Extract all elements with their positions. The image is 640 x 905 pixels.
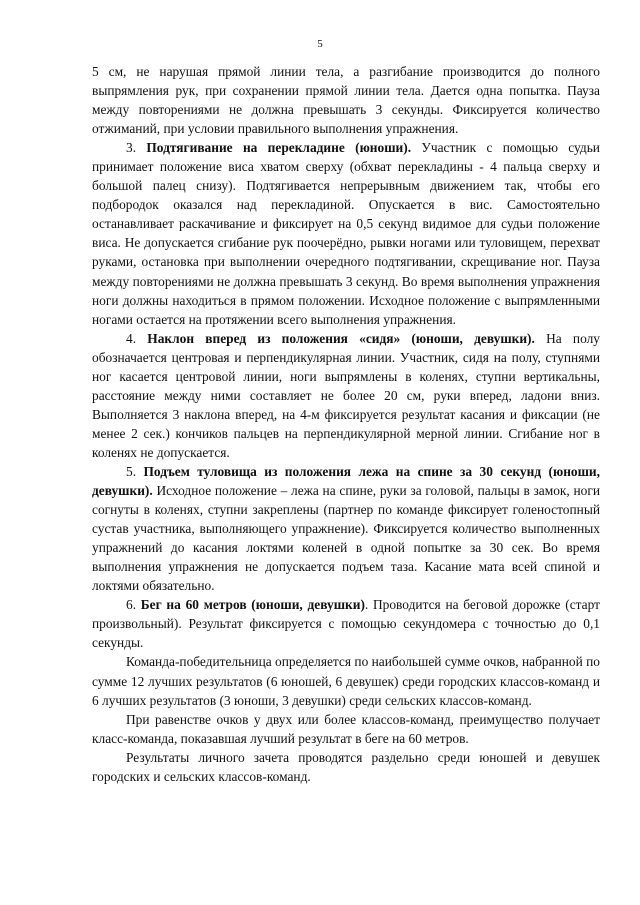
item-body: Участник с помощью судьи принимает положение виса хватом сверху (обхват перекладины - 4 пальца сверху и большой палец снизу). Подтягивается непрерывным движением так, чтобы его подбородок оказался над перекладиной. Опускается в вис. Самостоятельно останавливает раскачивание и фиксирует на 0,5 секунд видимое для судьи положение виса. Не допускается сгибание рук поочерёдно, рывки ногами или туловищем, перехват руками, остановка при выполнении очередного подтягивании, скрещивание ног. Пауза между повторениями не должна превышать 3 секунд. Во время выполнения упражнения ноги должны находиться в прямом положении. Исходное положение с выпрямленными ногами остается на протяжении всего выполнения упражнения. <box>92 140 600 327</box>
page-number: 5 <box>317 38 323 50</box>
document-body <box>92 62 600 786</box>
item-heading: Наклон вперед из положения «сидя» (юноши, девушки). <box>147 330 535 346</box>
item-body: Исходное положение – лежа на спине, руки за головой, пальцы в замок, ноги согнуты в коленях, ступни закреплены (партнер по команде фиксирует голеностопный сустав участника, выполняющего упражнение). Фиксируется количество выполненных упражнений до касания локтями коленей в одной попытке за 30 сек. Во время выполнения упражнения не допускается подъем таза. Касание мата всей спиной и локтями обязательно. <box>92 483 600 594</box>
paragraph-pullups <box>92 138 600 328</box>
item-body: На полу обозначается центровая и перпендикулярная линии. Участник, сидя на полу, ступнями ног касается центровой линии, ноги выпрямлены в коленях, ступни вертикальны, расстояние между ними составляет не более 20 см, руки вперед, ладони вниз. Выполняется 3 наклона вперед, на 4-м фиксируется результат касания и фиксации (не менее 2 сек.) кончиков пальцев на перпендикулярной мерной линии. Сгибание ног в коленях не допускается. <box>92 330 600 460</box>
paragraph-forward-bend <box>92 329 600 462</box>
paragraph-60m-run <box>92 595 600 652</box>
item-number: 6. <box>126 597 137 613</box>
item-heading: Подтягивание на перекладине (юноши). <box>146 140 412 156</box>
item-heading: Бег на 60 метров (юноши, девушки) <box>140 597 365 613</box>
paragraph-individual-results: Результаты личного зачета проводятся раздельно среди юношей и девушек городских и сельских классов-команд. <box>92 749 600 784</box>
item-heading: Подъем туловища из положения лежа на спине за 30 секунд (юноши, девушки). <box>92 463 600 499</box>
item-body: . Проводится на беговой дорожке (старт произвольный). Результат фиксируется с помощью секундомера с точностью до 0,1 секунды. <box>92 597 600 651</box>
item-number: 3. <box>126 140 137 156</box>
paragraph-situps <box>92 462 600 595</box>
paragraph-tie-break: При равенстве очков у двух или более классов-команд, преимущество получает класс-команда, показавшая лучший результат в беге на 60 метров. <box>92 711 600 746</box>
item-number: 5. <box>126 463 137 479</box>
paragraph-team-winner: Команда-победительница определяется по наибольшей сумме очков, набранной по сумме 12 лучших результатов (6 юношей, 6 девушек) среди городских классов-команд и 6 лучших результатов (3 юноши, 3 девушки) среди сельских классов-команд. <box>92 654 600 708</box>
item-number: 4. <box>126 330 137 346</box>
paragraph-pushups-continued: 5 см, не нарушая прямой линии тела, а разгибание производится до полного выпрямления рук, при сохранении прямой линии тела. Дается одна попытка. Пауза между повторениями не должна превышать 3 секунды. Фиксируется количество отжиманий, при условии правильного выполнения упражнения. <box>92 64 600 137</box>
